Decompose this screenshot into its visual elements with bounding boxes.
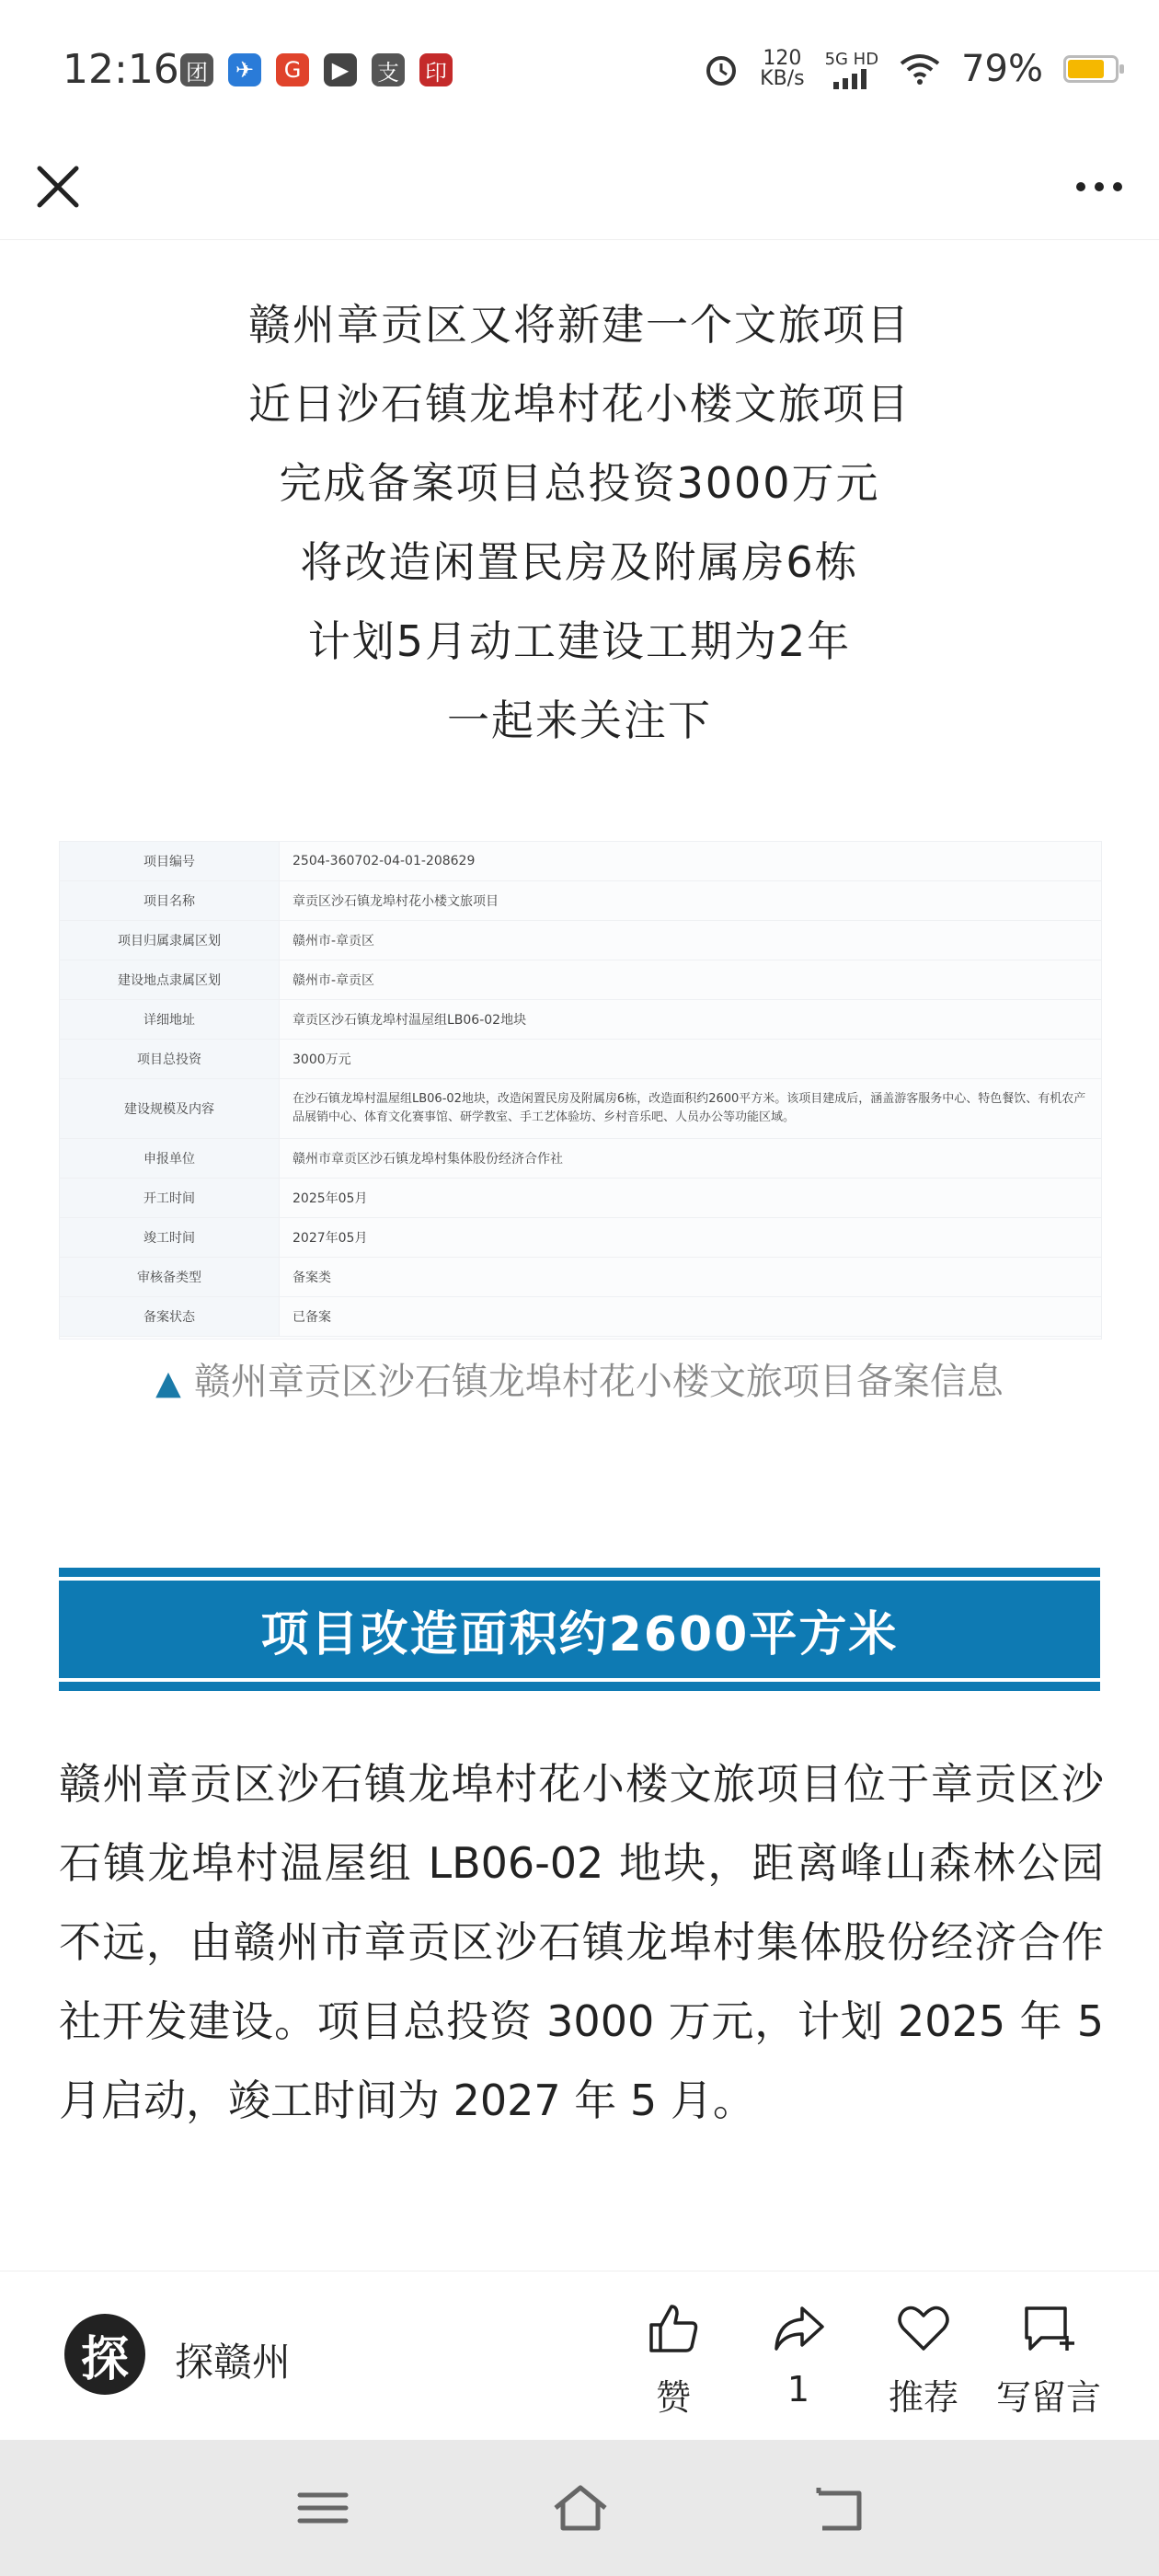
table-value: 2027年05月 (280, 1218, 1102, 1258)
table-key: 项目编号 (60, 842, 280, 881)
more-dot-icon (1095, 182, 1104, 191)
section-banner (59, 1568, 1100, 1691)
app-notification-icon: G (276, 53, 309, 86)
table-row (60, 921, 1101, 960)
share-count: 1 (786, 2369, 810, 2409)
table-row (60, 1040, 1101, 1079)
network-type: 5G HD (824, 49, 879, 69)
table-value: 章贡区沙石镇龙埠村温屋组LB06-02地块 (280, 1000, 1102, 1040)
close-button[interactable] (28, 156, 88, 217)
menu-button[interactable] (291, 2480, 355, 2536)
table-value: 赣州市-章贡区 (280, 921, 1102, 960)
table-row (60, 1079, 1101, 1139)
battery-percent: 79% (961, 48, 1043, 90)
wifi-icon (899, 52, 941, 86)
network-speed (760, 49, 804, 89)
table-key: 审核备类型 (60, 1258, 280, 1297)
notification-icons (180, 53, 453, 86)
table-row (60, 1000, 1101, 1040)
intro-line: 赣州章贡区又将新建一个文旅项目 (248, 300, 911, 350)
status-right (703, 48, 1119, 90)
caption-text: 赣州章贡区沙石镇龙埠村花小楼文旅项目备案信息 (193, 1361, 1004, 1403)
recommend-label: 推荐 (888, 2377, 958, 2418)
table-row (60, 1297, 1101, 1337)
app-notification-icon: ✈ (228, 53, 261, 86)
intro-line: 计划5月动工建设工期为2年 (307, 616, 852, 666)
speed-value: 120 (763, 47, 802, 70)
triangle-icon: ▲ (155, 1364, 181, 1402)
table-value: 赣州市章贡区沙石镇龙埠村集体股份经济合作社 (280, 1139, 1102, 1179)
app-notification-icon: 支 (372, 53, 405, 86)
home-button[interactable] (548, 2480, 613, 2536)
author-name[interactable]: 探赣州 (175, 2340, 292, 2385)
status-time: 12:16 (63, 46, 179, 93)
table-value: 赣州市-章贡区 (280, 960, 1102, 1000)
battery-fill (1068, 60, 1104, 78)
more-dot-icon (1113, 182, 1122, 191)
table-key: 开工时间 (60, 1179, 280, 1218)
top-nav-bar (0, 138, 1159, 240)
share-button[interactable] (743, 2299, 854, 2409)
table-value: 章贡区沙石镇龙埠村花小楼文旅项目 (280, 881, 1102, 921)
close-icon (28, 156, 88, 217)
table-key: 建设规模及内容 (60, 1079, 280, 1139)
back-icon (806, 2480, 870, 2536)
record-info-image[interactable] (59, 841, 1102, 1340)
table-value: 备案类 (280, 1258, 1102, 1297)
table-row (60, 960, 1101, 1000)
comment-add-icon (1019, 2299, 1078, 2358)
app-notification-icon: 团 (180, 53, 213, 86)
intro-line: 完成备案项目总投资3000万元 (279, 458, 880, 508)
table-row (60, 881, 1101, 921)
intro-text (0, 285, 1159, 760)
signal-group (825, 50, 879, 89)
table-value: 3000万元 (280, 1040, 1102, 1079)
intro-line: 一起来关注下 (447, 696, 712, 745)
table-row (60, 842, 1101, 881)
status-bar (0, 0, 1159, 138)
record-table (60, 842, 1101, 1337)
table-value: 2025年05月 (280, 1179, 1102, 1218)
table-row (60, 1139, 1101, 1179)
table-key: 备案状态 (60, 1297, 280, 1337)
table-value: 在沙石镇龙埠村温屋组LB06-02地块，改造闲置民房及附属房6栋，改造面积约2600平方米。该项目建成后，涵盖游客服务中心、特色餐饮、有机农产品展销中心、体育文化赛事馆、研学教室、手工艺体验坊、乡村音乐吧、人员办公等功能区域。 (280, 1079, 1102, 1139)
more-button[interactable] (1067, 164, 1131, 210)
recommend-button[interactable] (868, 2299, 979, 2420)
speed-unit: KB/s (760, 67, 805, 90)
like-label: 赞 (655, 2377, 691, 2418)
table-row (60, 1258, 1101, 1297)
bottom-action-bar (0, 2271, 1159, 2441)
system-nav-bar (0, 2440, 1159, 2576)
table-row (60, 1218, 1101, 1258)
heart-icon (894, 2299, 953, 2358)
app-notification-icon: ▶ (324, 53, 357, 86)
signal-icon (832, 69, 872, 89)
menu-icon (291, 2480, 355, 2536)
table-row (60, 1179, 1101, 1218)
table-key: 竣工时间 (60, 1218, 280, 1258)
table-value: 已备案 (280, 1297, 1102, 1337)
intro-line: 近日沙石镇龙埠村花小楼文旅项目 (248, 379, 911, 429)
intro-line: 将改造闲置民房及附属房6栋 (300, 537, 859, 587)
back-button[interactable] (806, 2480, 870, 2536)
more-dot-icon (1076, 182, 1085, 191)
app-notification-icon: 印 (419, 53, 453, 86)
table-key: 项目名称 (60, 881, 280, 921)
author-avatar[interactable]: 探 (64, 2314, 145, 2395)
alarm-icon (703, 51, 740, 87)
table-key: 申报单位 (60, 1139, 280, 1179)
thumbs-up-icon (644, 2299, 703, 2358)
home-icon (548, 2480, 613, 2536)
share-icon (769, 2299, 828, 2358)
comment-button[interactable] (993, 2299, 1104, 2420)
table-key: 项目总投资 (60, 1040, 280, 1079)
table-key: 建设地点隶属区划 (60, 960, 280, 1000)
comment-label: 写留言 (995, 2377, 1101, 2418)
like-button[interactable] (618, 2299, 729, 2420)
table-key: 项目归属隶属区划 (60, 921, 280, 960)
table-key: 详细地址 (60, 1000, 280, 1040)
image-caption (0, 1352, 1159, 1405)
body-paragraph: 赣州章贡区沙石镇龙埠村花小楼文旅项目位于章贡区沙石镇龙埠村温屋组 LB06-02 地块，距离峰山森林公园不远，由赣州市章贡区沙石镇龙埠村集体股份经济合作社开发建设。项目总投资 3000 万元，计划 2025 年 5 月启动，竣工时间为 2027 年 5 月。 (59, 1759, 1104, 2125)
battery-icon (1063, 55, 1119, 83)
table-value: 2504-360702-04-01-208629 (280, 842, 1102, 881)
section-title: 项目改造面积约2600平方米 (260, 1606, 899, 1662)
